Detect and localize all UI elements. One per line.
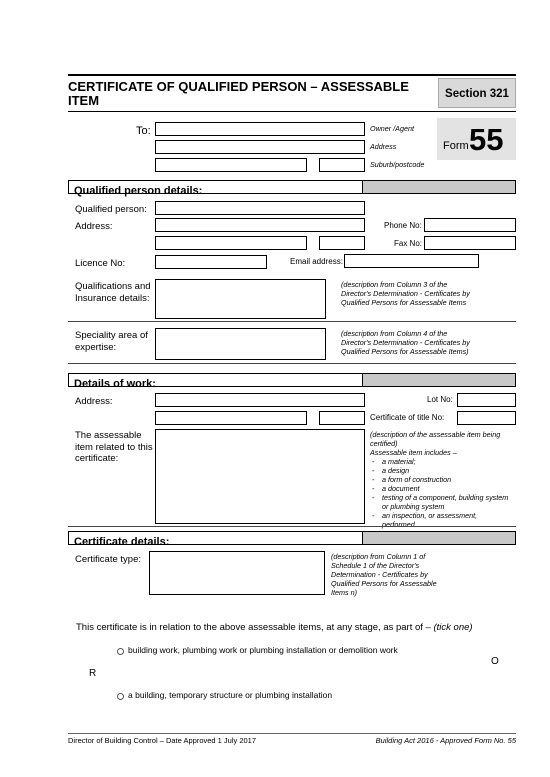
email-label: Email address:	[290, 257, 343, 266]
qualified-postcode-input[interactable]	[319, 236, 365, 250]
lot-label: Lot No:	[427, 395, 453, 404]
header-top-rule	[68, 74, 516, 76]
work-heading: Details of work:	[74, 378, 156, 390]
qualified-address-input[interactable]	[155, 218, 365, 232]
fax-input[interactable]	[424, 236, 516, 250]
includes-item: - a form of construction	[372, 475, 510, 484]
or-r-glyph: R	[89, 668, 97, 679]
includes-item: - a design	[372, 466, 510, 475]
to-address-label: Address	[370, 142, 397, 151]
includes-list	[370, 457, 510, 529]
certificate-type-input[interactable]	[149, 551, 325, 595]
assessable-note-block	[370, 430, 510, 529]
form-number: 55	[469, 122, 504, 157]
includes-item: - testing of a component, building system or plumbing system	[372, 493, 510, 511]
assessable-note: (description of the assessable item being certified)	[370, 430, 501, 448]
phone-label: Phone No:	[384, 221, 422, 230]
qualified-address-label: Address:	[75, 221, 113, 232]
certificate-type-note: (description from Column 1 of Schedule 1 of the Director's Determination - Certificates by Qualified Persons for Assessable Items n)	[331, 552, 437, 597]
section-badge	[438, 78, 516, 108]
footer-right: Building Act 2016 - Approved Form No. 55	[375, 736, 516, 745]
includes-label: Assessable item includes –	[370, 448, 457, 457]
form-title: CERTIFICATE OF QUALIFIED PERSON – ASSESSABLE ITEM	[68, 79, 409, 108]
qualified-heading: Qualified person details:	[74, 185, 203, 197]
relation-text: This certificate is in relation to the above assessable items, at any stage, as part of –	[76, 622, 431, 633]
certificate-type-label: Certificate type:	[75, 554, 141, 565]
or-o-glyph: O	[491, 656, 499, 667]
includes-item: - an inspection, or assessment, performed	[372, 511, 510, 529]
option-building-structure-radio[interactable]	[117, 693, 124, 700]
qualifications-note: (description from Column 3 of the Director's Determination - Certificates by Qualified Persons for Assessable Items	[341, 280, 470, 307]
fax-label: Fax No:	[394, 239, 423, 248]
work-postcode-input[interactable]	[319, 411, 365, 425]
includes-item: - a document	[372, 484, 510, 493]
qualified-person-label: Qualified person:	[75, 204, 147, 215]
to-postcode-input[interactable]	[319, 158, 365, 172]
header-bottom-rule	[68, 111, 516, 112]
includes-item: - a material;	[372, 457, 510, 466]
title-input[interactable]	[457, 411, 516, 425]
owner-agent-label: Owner /Agent	[370, 124, 414, 133]
footer-left: Director of Building Control – Date Approved 1 July 2017	[68, 736, 257, 745]
certificate-heading: Certificate details:	[74, 536, 170, 548]
work-address-label: Address:	[75, 396, 113, 407]
licence-input[interactable]	[155, 255, 267, 269]
qualified-suburb-input[interactable]	[155, 236, 307, 250]
owner-agent-input[interactable]	[155, 122, 365, 136]
qualifications-input[interactable]	[155, 279, 326, 319]
certificate-heading-fill	[362, 532, 515, 544]
title-label: Certificate of title No:	[370, 413, 445, 422]
qualified-heading-fill	[362, 181, 515, 193]
work-section-header	[68, 373, 516, 390]
work-address-input[interactable]	[155, 393, 365, 407]
option-building-work-label: building work, plumbing work or plumbing installation or demolition work	[128, 645, 398, 655]
speciality-note: (description from Column 4 of the Director's Determination - Certificates by Qualified Persons for Assessable Items)	[341, 329, 470, 356]
form-number-badge	[437, 118, 516, 160]
relation-tick: (tick one)	[433, 622, 473, 633]
qualified-person-input[interactable]	[155, 201, 365, 215]
to-address-input[interactable]	[155, 140, 365, 154]
qualified-section-header	[68, 180, 516, 197]
phone-input[interactable]	[424, 218, 516, 232]
section-label: Section 321	[445, 88, 509, 100]
form-word: Form	[443, 140, 469, 152]
work-heading-fill	[362, 374, 515, 386]
work-suburb-input[interactable]	[155, 411, 307, 425]
qualifications-label: Qualifications and Insurance details:	[75, 281, 151, 304]
option-building-structure-label: a building, temporary structure or plumbing installation	[128, 690, 333, 700]
to-label: To:	[136, 125, 151, 137]
to-suburb-label: Suburb/postcode	[370, 160, 425, 169]
to-suburb-input[interactable]	[155, 158, 307, 172]
lot-input[interactable]	[457, 393, 516, 407]
licence-label: Licence No:	[75, 258, 126, 269]
relation-statement	[76, 622, 473, 633]
assessable-rule	[68, 526, 516, 527]
footer-rule	[68, 733, 516, 734]
option-building-work-radio[interactable]	[117, 648, 124, 655]
email-input[interactable]	[344, 254, 479, 268]
assessable-label: The assessable item related to this certificate:	[75, 430, 153, 464]
speciality-label: Speciality area of expertise:	[75, 330, 148, 353]
speciality-input[interactable]	[155, 328, 326, 360]
speciality-rule	[68, 363, 516, 364]
assessable-input[interactable]	[155, 429, 365, 524]
qualifications-rule	[68, 321, 516, 322]
certificate-section-header	[68, 531, 516, 548]
